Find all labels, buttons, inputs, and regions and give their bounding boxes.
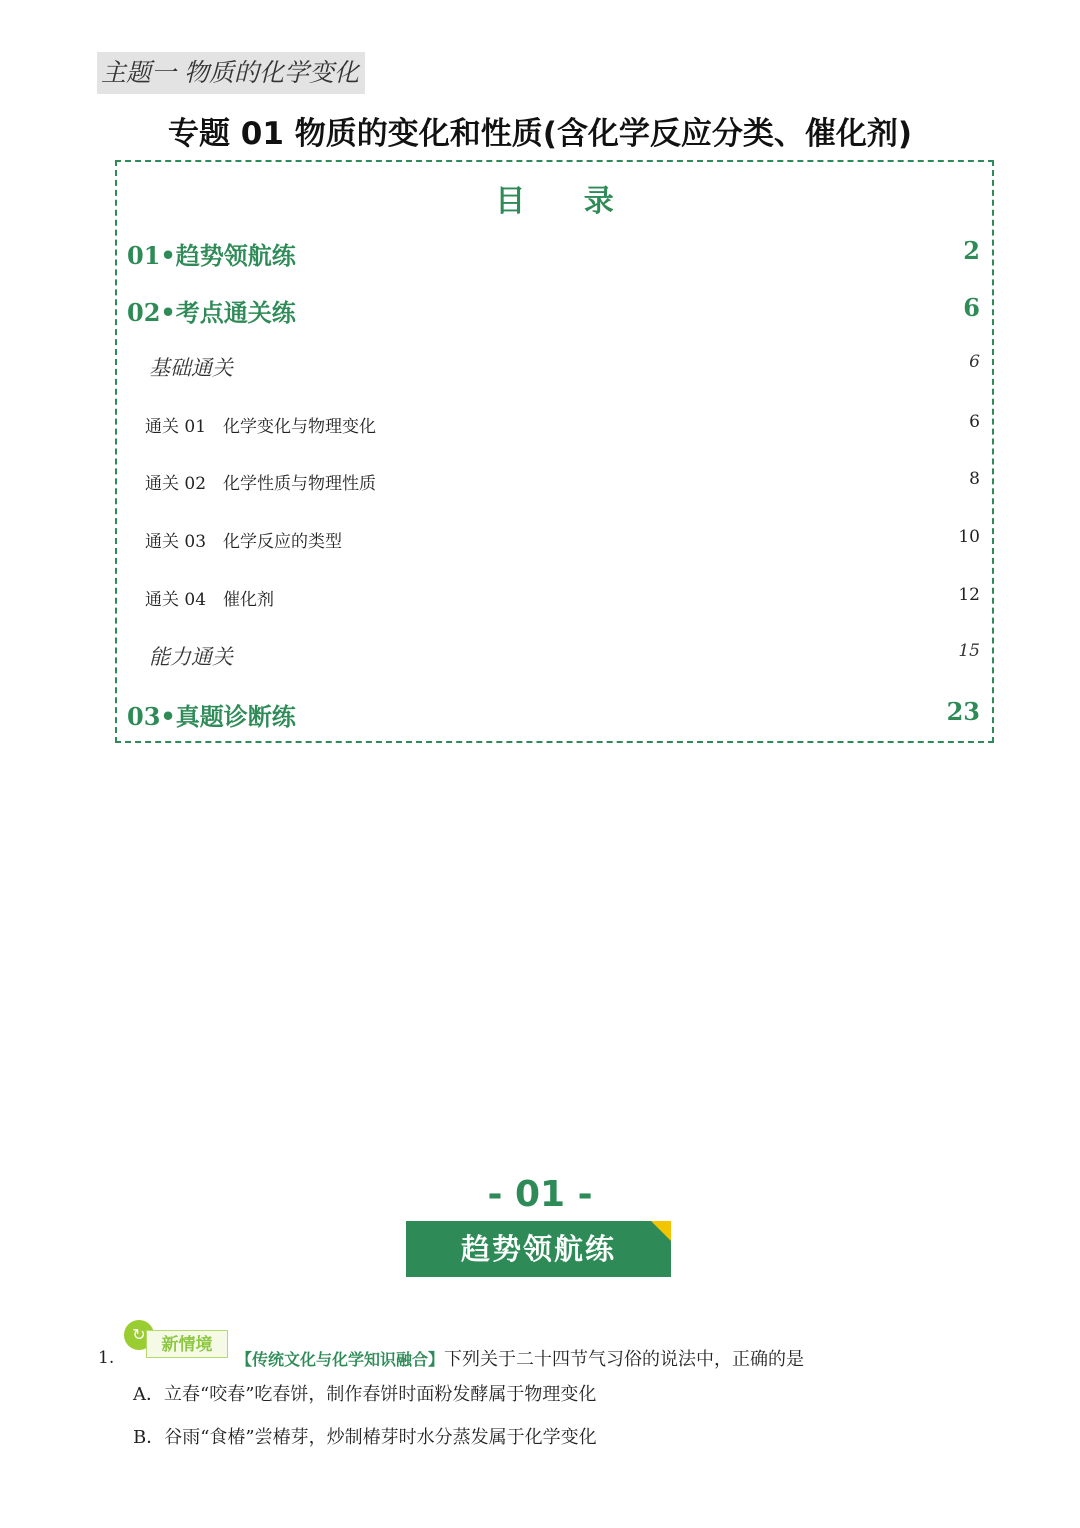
toc-entry-page: 15	[958, 641, 980, 661]
question-stem	[236, 1345, 804, 1371]
toc-entry-checkpoints[interactable]	[117, 293, 992, 333]
theme-label: 主题一 物质的化学变化	[97, 52, 365, 94]
toc-entry-label: 化学变化与物理变化	[223, 417, 376, 437]
toc-entry-label: 催化剂	[223, 590, 274, 610]
banner-corner-decoration	[651, 1221, 671, 1241]
option-a[interactable]: A．立春“咬春”吃春饼，制作春饼时面粉发酵属于物理变化	[133, 1384, 597, 1405]
new-context-badge: 新情境	[146, 1330, 228, 1358]
toc-entry-exam[interactable]	[117, 697, 992, 737]
toc-entry-label: 化学性质与物理性质	[223, 474, 376, 494]
toc-entry-pass-01[interactable]	[117, 412, 992, 452]
toc-entry-pass-04[interactable]	[117, 585, 992, 625]
table-of-contents	[115, 160, 994, 743]
toc-entry-page: 10	[958, 527, 980, 547]
toc-entry-pass-03[interactable]	[117, 527, 992, 567]
toc-entry-code: 通关 01	[145, 417, 207, 437]
toc-entry-ability[interactable]	[117, 641, 992, 681]
toc-entry-trend[interactable]	[117, 236, 992, 276]
toc-entry-label: 基础通关	[149, 356, 233, 380]
toc-entry-page: 2	[963, 236, 980, 265]
toc-entry-page: 6	[969, 412, 980, 432]
section-title: 趋势领航练	[460, 1232, 616, 1266]
toc-entry-pass-02[interactable]	[117, 469, 992, 509]
question-tag: 【传统文化与化学知识融合】	[236, 1350, 445, 1369]
toc-entry-label: 能力通关	[149, 645, 233, 669]
question-number: 1.	[98, 1348, 115, 1368]
document-title: 专题 01 物质的变化和性质(含化学反应分类、催化剂)	[167, 116, 913, 152]
toc-entry-page: 6	[963, 293, 980, 322]
toc-entry-page: 23	[946, 697, 980, 726]
section-banner	[406, 1221, 671, 1277]
question-text: 下列关于二十四节气习俗的说法中，正确的是	[444, 1349, 805, 1370]
toc-entry-page: 12	[958, 585, 980, 605]
toc-entry-basic[interactable]	[117, 352, 992, 392]
toc-entry-label: 02•考点通关练	[127, 298, 296, 327]
refresh-icon: ↻	[124, 1320, 154, 1350]
section-number: - 01 -	[487, 1174, 593, 1215]
option-b[interactable]: B．谷雨“食椿”尝椿芽，炒制椿芽时水分蒸发属于化学变化	[133, 1427, 597, 1448]
toc-entry-code: 通关 03	[145, 532, 207, 552]
toc-entry-code: 通关 04	[145, 590, 207, 610]
toc-entry-label: 03•真题诊断练	[127, 702, 296, 731]
toc-entry-page: 6	[969, 352, 980, 372]
toc-entry-page: 8	[969, 469, 980, 489]
toc-entry-code: 通关 02	[145, 474, 207, 494]
toc-heading: 目 录	[495, 184, 638, 219]
toc-entry-label: 化学反应的类型	[223, 532, 342, 552]
toc-entry-label: 01•趋势领航练	[127, 241, 296, 270]
